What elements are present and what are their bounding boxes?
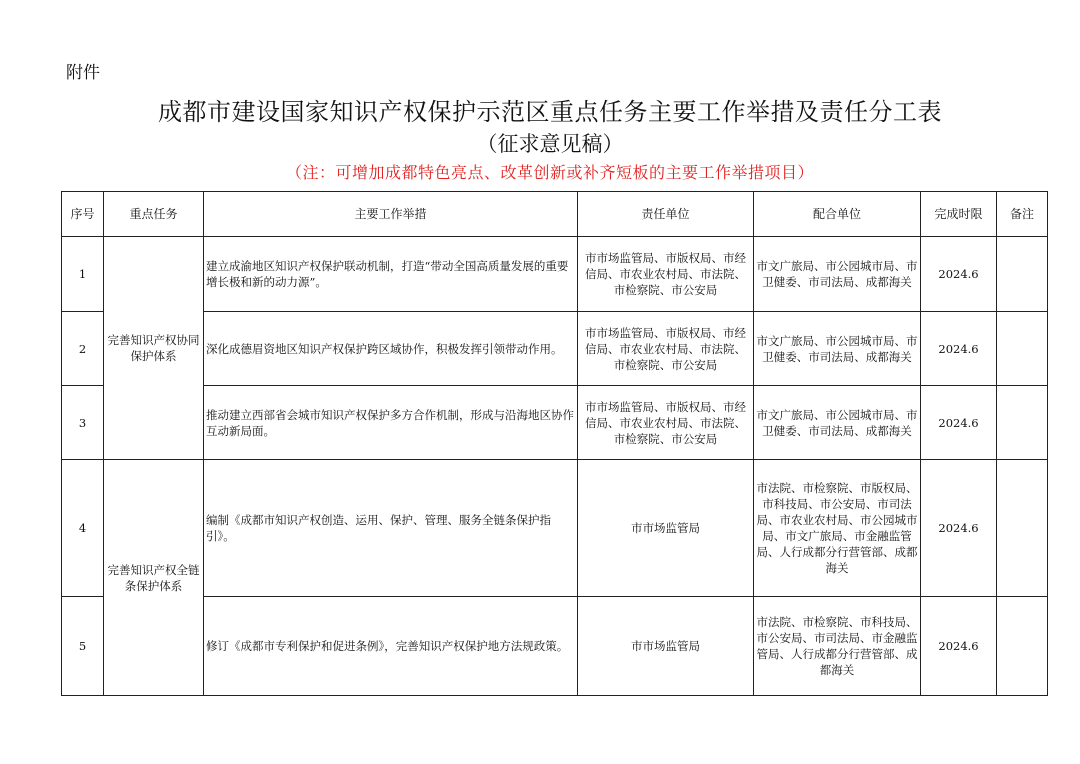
header-cell-responsible: 责任单位: [578, 192, 754, 237]
remark-cell: [997, 386, 1048, 460]
responsible-cell: 市市场监管局、市版权局、市经信局、市农业农村局、市法院、市检察院、市公安局: [578, 237, 754, 312]
responsible-cell: 市市场监管局: [578, 597, 754, 696]
deadline-cell: 2024.6: [921, 597, 997, 696]
row-number: 5: [62, 597, 104, 696]
deadline-cell: 2024.6: [921, 386, 997, 460]
key-task-cell: 完善知识产权协同保护体系: [104, 237, 204, 460]
row-number: 1: [62, 237, 104, 312]
attachment-label: 附件: [66, 63, 100, 83]
header-cell-measure: 主要工作举措: [204, 192, 578, 237]
document-title: 成都市建设国家知识产权保护示范区重点任务主要工作举措及责任分工表: [158, 98, 942, 126]
measure-cell: 深化成德眉资地区知识产权保护跨区域协作，积极发挥引领带动作用。: [204, 312, 578, 386]
header-cell-no: 序号: [62, 192, 104, 237]
deadline-cell: 2024.6: [921, 460, 997, 597]
table-row: [62, 312, 1048, 386]
header-cell-task: 重点任务: [104, 192, 204, 237]
cooperating-cell: 市文广旅局、市公园城市局、市卫健委、市司法局、成都海关: [754, 312, 921, 386]
cooperating-cell: 市文广旅局、市公园城市局、市卫健委、市司法局、成都海关: [754, 386, 921, 460]
task-table: [61, 191, 1048, 696]
responsible-cell: 市市场监管局、市版权局、市经信局、市农业农村局、市法院、市检察院、市公安局: [578, 312, 754, 386]
deadline-cell: 2024.6: [921, 312, 997, 386]
row-number: 3: [62, 386, 104, 460]
table-row: [62, 386, 1048, 460]
remark-cell: [997, 237, 1048, 312]
responsible-cell: 市市场监管局、市版权局、市经信局、市农业农村局、市法院、市检察院、市公安局: [578, 386, 754, 460]
measure-cell: 修订《成都市专利保护和促进条例》，完善知识产权保护地方法规政策。: [204, 597, 578, 696]
remark-cell: [997, 460, 1048, 597]
header-cell-cooperating: 配合单位: [754, 192, 921, 237]
cooperating-cell: 市文广旅局、市公园城市局、市卫健委、市司法局、成都海关: [754, 237, 921, 312]
document-subtitle: （征求意见稿）: [476, 132, 624, 156]
measure-cell: 建立成渝地区知识产权保护联动机制，打造“带动全国高质量发展的重要增长极和新的动力源”。: [204, 237, 578, 312]
table-row: [62, 460, 1048, 597]
cooperating-cell: 市法院、市检察院、市科技局、市公安局、市司法局、市金融监管局、人行成都分行营管部、成都海关: [754, 597, 921, 696]
measure-cell: 推动建立西部省会城市知识产权保护多方合作机制，形成与沿海地区协作互动新局面。: [204, 386, 578, 460]
header-cell-remark: 备注: [997, 192, 1048, 237]
responsible-cell: 市市场监管局: [578, 460, 754, 597]
table-row: [62, 237, 1048, 312]
row-number: 4: [62, 460, 104, 597]
key-task-cell: 完善知识产权全链条保护体系: [104, 460, 204, 696]
table-header-row: [62, 192, 1048, 237]
deadline-cell: 2024.6: [921, 237, 997, 312]
row-number: 2: [62, 312, 104, 386]
red-note: （注：可增加成都特色亮点、改革创新或补齐短板的主要工作举措项目）: [285, 163, 814, 182]
cooperating-cell: 市法院、市检察院、市版权局、市科技局、市公安局、市司法局、市农业农村局、市公园城市局、市文广旅局、市金融监管局、人行成都分行营管部、成都海关: [754, 460, 921, 597]
remark-cell: [997, 312, 1048, 386]
remark-cell: [997, 597, 1048, 696]
header-cell-deadline: 完成时限: [921, 192, 997, 237]
measure-cell: 编制《成都市知识产权创造、运用、保护、管理、服务全链条保护指引》。: [204, 460, 578, 597]
table-row: [62, 597, 1048, 696]
